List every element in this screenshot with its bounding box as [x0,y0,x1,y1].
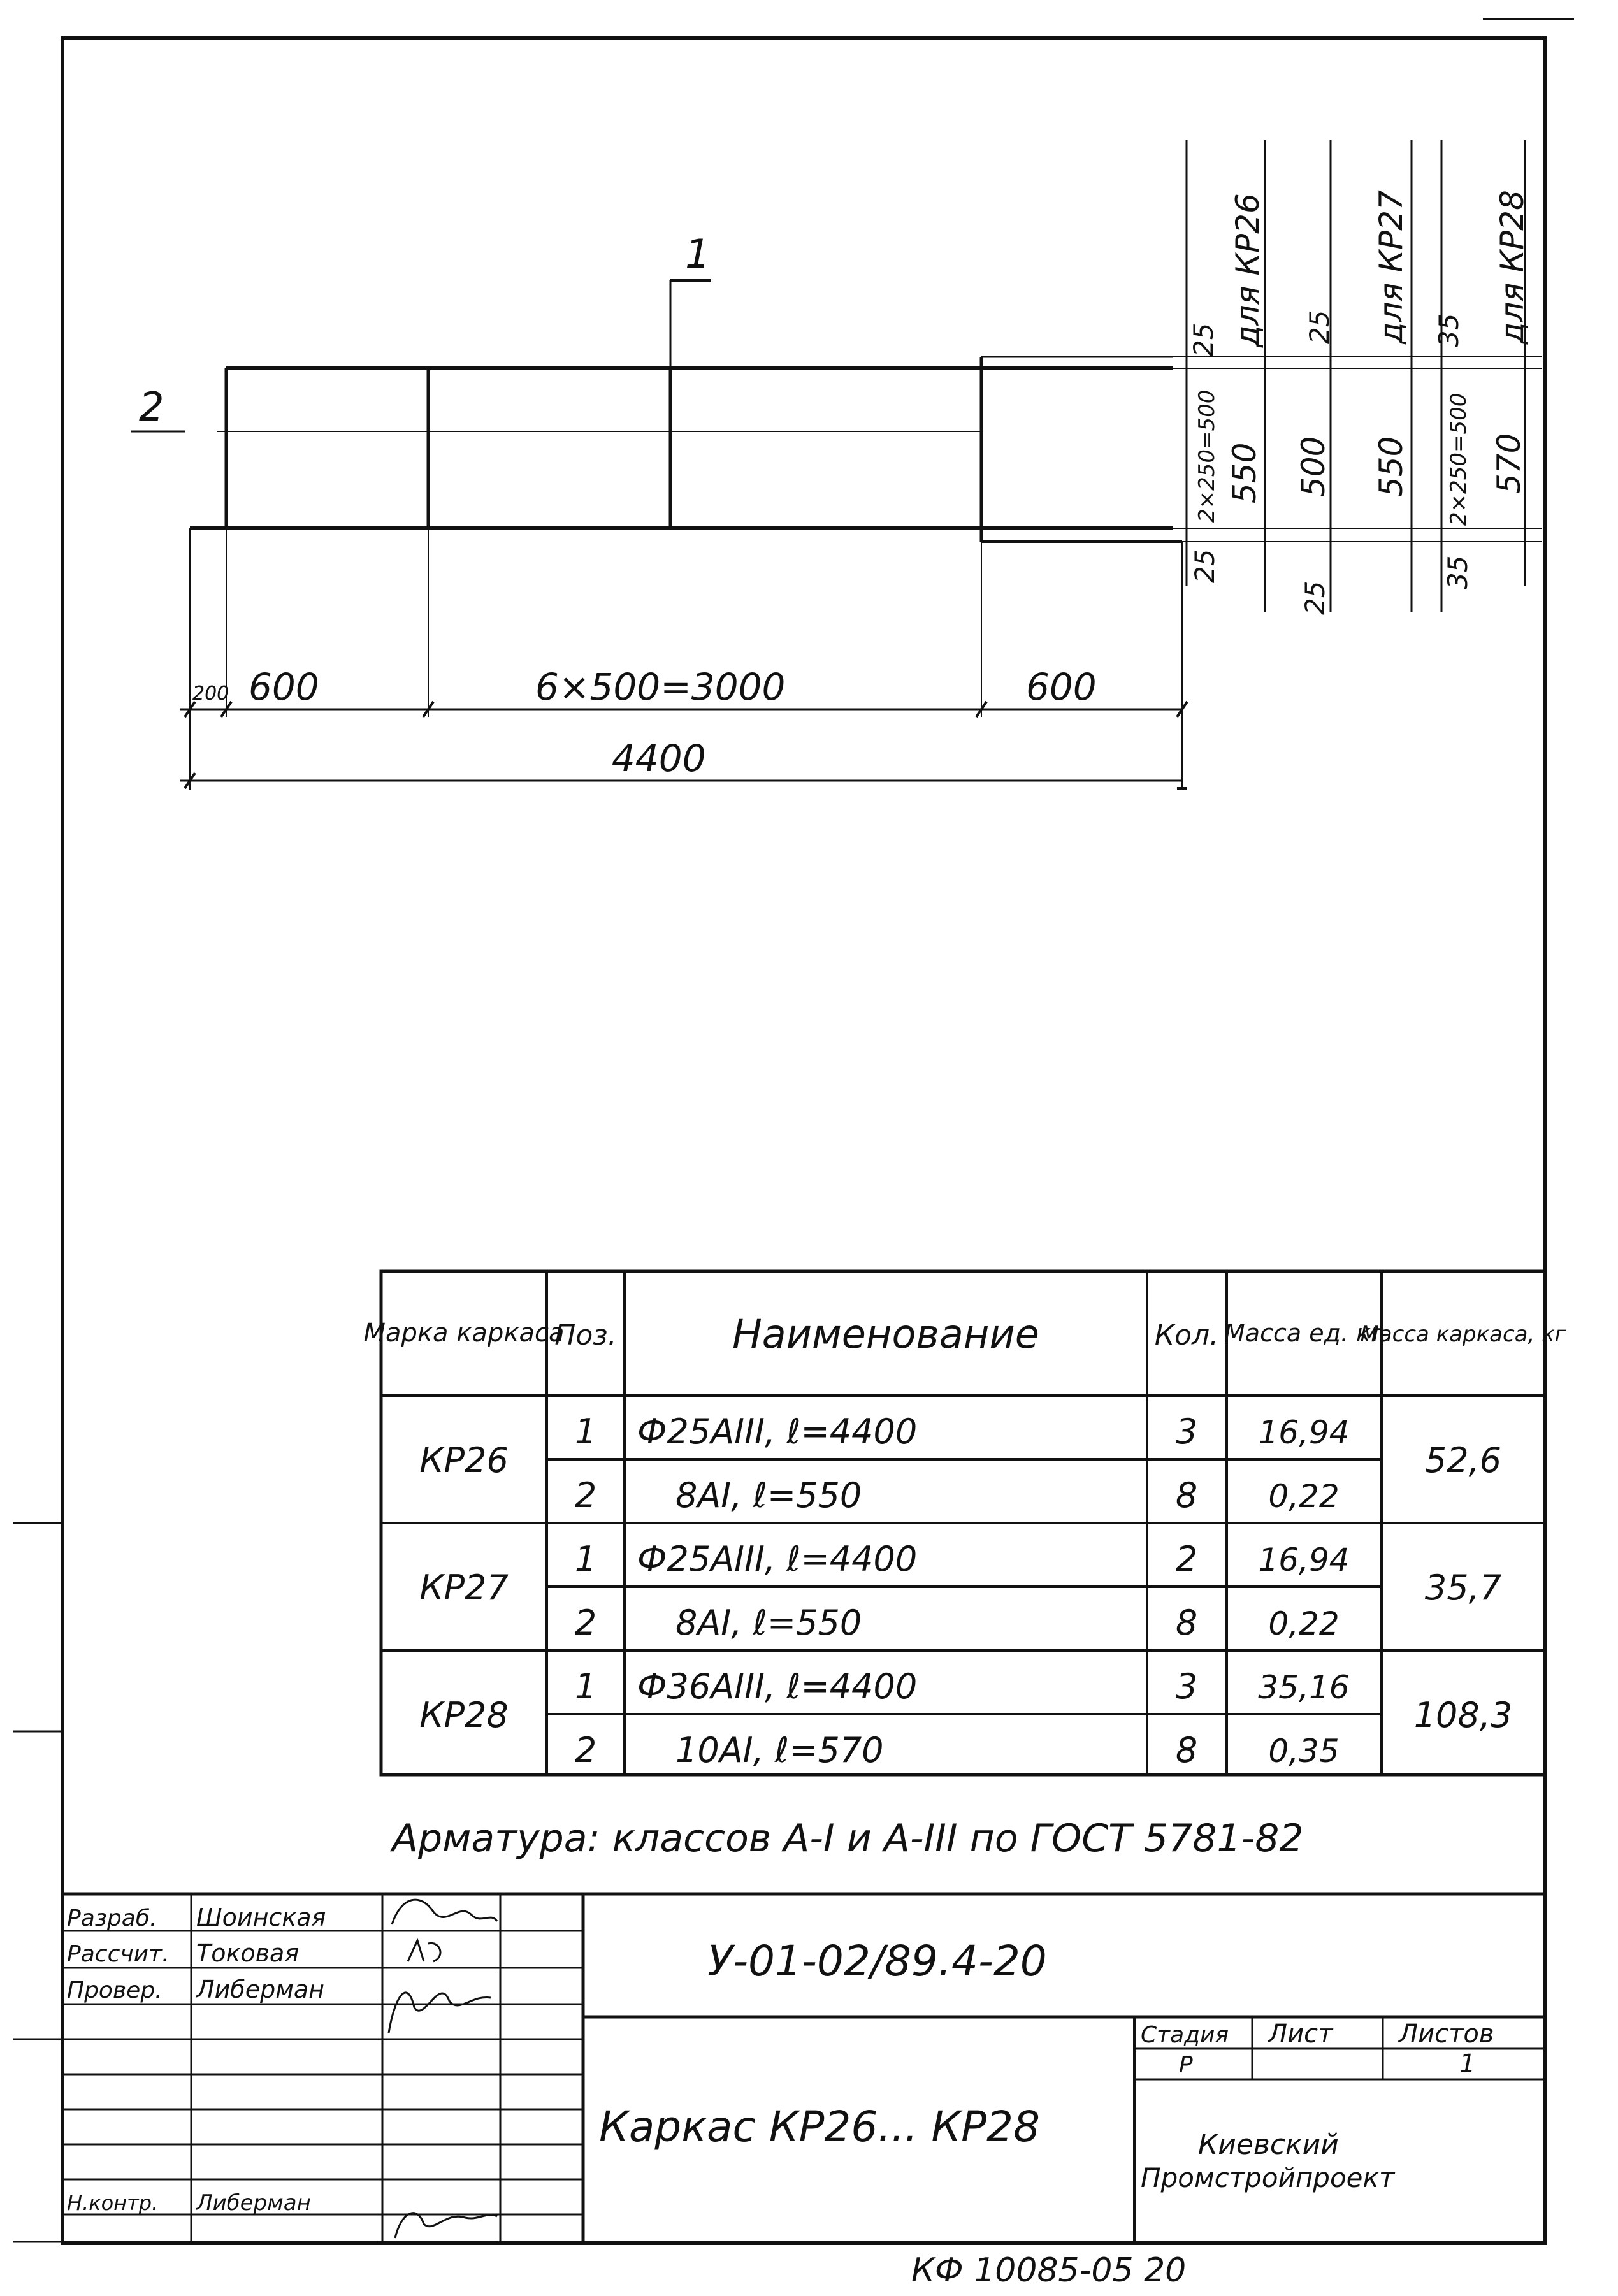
kr28-total: 570 [1491,433,1528,494]
dim-total: 4400 [612,737,706,780]
dim-seg-left: 600 [249,665,319,709]
kr26-top: 25 [1188,322,1219,357]
title-block [13,1894,1545,2243]
doc-code: У-01-02/89.4-20 [707,1937,1047,1986]
hdr-name: Наименование [732,1311,1039,1357]
kr27-frame-mass: 35,7 [1424,1568,1502,1608]
role-2: Рассчит. [67,1941,170,1967]
org-line-1: Киевский [1198,2128,1339,2161]
role-3: Провер. [67,1977,163,2004]
drawing-title: Каркас КР26... КР28 [599,2102,1040,2151]
signature-4 [395,2213,497,2238]
kr26-r2-pos: 2 [574,1475,597,1515]
kr26-r1-pos: 1 [574,1412,597,1452]
role-4: Н.контр. [67,2191,159,2215]
kr27-r1-qty: 2 [1175,1539,1198,1579]
signature-1 [392,1900,497,1924]
kr28-label: для КР28 [1494,190,1531,344]
sheets-value: 1 [1459,2049,1476,2079]
kr28-r1-pos: 1 [574,1666,597,1707]
row-mark: 2 [139,384,164,430]
kr26-r2-mass: 0,22 [1268,1478,1340,1515]
kr28-r1-qty: 3 [1175,1666,1198,1707]
section-mark: 1 [685,231,711,277]
kr28-mid: 2×250=500 [1446,393,1471,526]
reinforcement-note: Арматура: классов А-I и А-III по ГОСТ 5781-82 [392,1816,1304,1861]
hdr-pos: Поз. [554,1319,617,1352]
org-line-2: Промстройпроект [1141,2162,1395,2193]
kr27-label: для КР27 [1373,190,1410,344]
hdr-frame-mass: Масса каркаса, кг [1360,1322,1566,1347]
dim-seg-right: 600 [1026,665,1097,709]
kr26-r2-qty: 8 [1175,1475,1198,1515]
kr28-top: 35 [1433,313,1464,347]
role-1: Разраб. [67,1905,157,1931]
sheet-header: Лист [1268,2019,1333,2049]
kr28-mark: КР28 [419,1695,509,1735]
dim-left-small: 200 [192,682,229,705]
side-dimension-labels [1188,190,1531,615]
kr26-mark: КР26 [419,1440,509,1480]
horizontal-dimensions [180,528,1187,790]
kr27-r2-pos: 2 [574,1603,597,1643]
stage-header: Стадия [1141,2022,1229,2048]
kr27-r2-name: 8АI, ℓ=550 [675,1603,862,1643]
name-4: Либерман [196,2190,311,2216]
kr26-label: для КР26 [1229,193,1266,347]
kr27-r1-pos: 1 [574,1539,597,1579]
kr26-mid: 2×250=500 [1194,389,1220,523]
kr28-r1-name: Ф36АIII, ℓ=4400 [637,1666,918,1707]
dim-seg-mid: 6×500=3000 [535,665,786,709]
name-1: Шоинская [196,1903,326,1931]
kr28-r2-name: 10АI, ℓ=570 [675,1730,884,1770]
kr27-top: 25 [1304,310,1335,344]
archive-stamp: КФ 10085-05 20 [911,2251,1187,2290]
spec-table [363,1271,1566,1775]
kr26-bottom: 25 [1189,549,1220,583]
sheets-header: Листов [1399,2019,1494,2049]
kr26-frame-mass: 52,6 [1424,1440,1502,1480]
kr27-r1-mass: 16,94 [1258,1541,1350,1578]
kr28-r2-pos: 2 [574,1730,597,1770]
kr26-r1-qty: 3 [1175,1412,1198,1452]
signature-3 [389,1993,491,2033]
kr26-r2-name: 8АI, ℓ=550 [675,1475,862,1515]
kr28-r2-mass: 0,35 [1268,1733,1340,1770]
kr27-r2-mass: 0,22 [1268,1605,1340,1642]
kr27-mark: КР27 [419,1568,509,1608]
name-2: Токовая [196,1939,300,1967]
name-3: Либерман [196,1975,325,2004]
kr28-bottom: 35 [1442,555,1473,589]
hdr-unit-mass: Масса ед. кг [1224,1319,1383,1347]
kr26-r1-mass: 16,94 [1258,1414,1350,1451]
hdr-mark: Марка каркаса [363,1318,565,1348]
kr27-r2-qty: 8 [1175,1603,1198,1643]
kr28-r2-qty: 8 [1175,1730,1198,1770]
stage-value: Р [1179,2052,1193,2078]
kr26-total: 550 [1226,442,1263,503]
kr27-r1-name: Ф25АIII, ℓ=4400 [637,1539,918,1579]
kr26-r1-name: Ф25АIII, ℓ=4400 [637,1412,918,1452]
kr28-r1-mass: 35,16 [1258,1669,1350,1706]
kr28-frame-mass: 108,3 [1413,1695,1513,1735]
hdr-qty: Кол. [1154,1319,1219,1352]
kr27-bottom: 25 [1299,581,1331,615]
signature-2 [408,1940,440,1961]
kr27-mid: 500 [1295,436,1332,497]
kr27-total: 550 [1373,436,1410,497]
